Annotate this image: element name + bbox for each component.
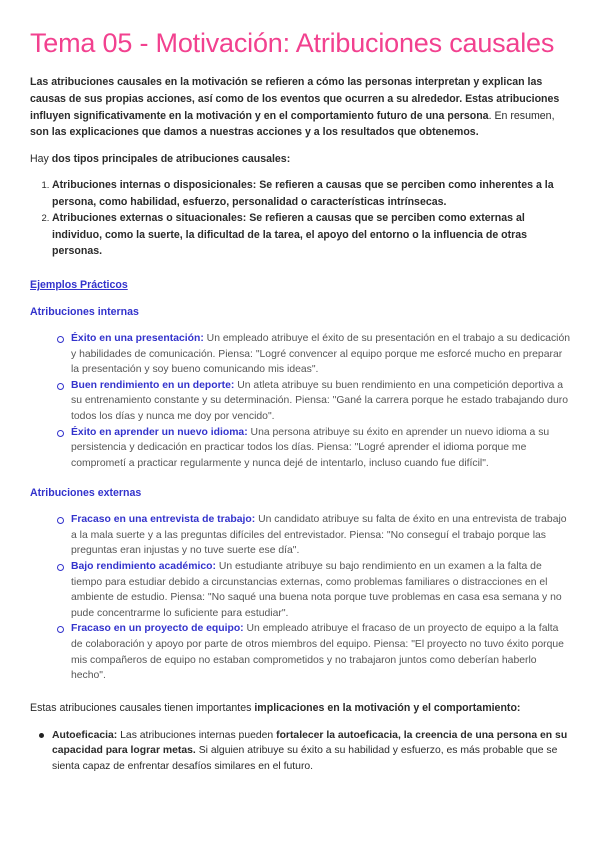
example-title: Fracaso en un proyecto de equipo: <box>71 623 244 635</box>
example-title: Bajo rendimiento académico: <box>71 561 216 573</box>
closing-prefix: Estas atribuciones causales tienen importantes <box>30 701 255 714</box>
types-intro-prefix: Hay <box>30 153 52 166</box>
list-item: 1. Atribuciones internas o disposicionales: Se refieren a causas que se perciben como inherentes a la persona, como habilidad, esfuerzo, personalidad o características intrínsecas. <box>52 177 570 210</box>
types-intro <box>30 151 570 168</box>
implication-text-end: Si alguien atribuye su éxito a su habilidad y esfuerzo, es más probable que se sienta capaz de enfrentar desafíos similares en el futuro. <box>52 745 558 773</box>
page-title: Tema 05 - Motivación: Atribuciones causales <box>30 28 555 58</box>
list-item <box>71 425 570 472</box>
example-text: Un empleado atribuye el fracaso de un proyecto de equipo a la falta de colaboración y apoyo por parte de otros miembros del equipo. Piensa: "El proyecto no tuvo éxito porque mis compañeros de equipo no estaban comprometidos y no trabajaron juntos como deberían haberlo hecho". <box>71 623 564 682</box>
list-item <box>52 728 570 775</box>
example-text: Un estudiante atribuye su bajo rendimiento en un examen a la falta de tiempo para estudiar debido a circunstancias externas, como problemas familiares o distracciones en el ambiente de estudio. Piensa: "No saqué una buena nota porque tuve problemas en casa esa semana y no pude concentrarme lo suficiente para estudiar". <box>71 561 562 619</box>
implication-title: Autoeficacia: <box>52 729 118 741</box>
circle-bullet-icon <box>57 336 64 343</box>
intro-paragraph <box>30 74 570 141</box>
intro-bold: Las atribuciones causales en la motivación se refieren a cómo las personas interpretan y explican las causas de sus propias acciones, así como de los eventos que ocurren a su alrededor. Estas atribuciones influyen significativamente en la motivación y en el comportamiento futuro de una persona <box>30 76 560 122</box>
disc-bullet-icon <box>39 733 44 738</box>
circle-bullet-icon <box>57 626 64 633</box>
internal-examples-list <box>30 331 570 471</box>
external-examples-list <box>30 512 570 684</box>
circle-bullet-icon <box>57 517 64 524</box>
external-heading: Atribuciones externas <box>30 487 142 500</box>
example-text: Un empleado atribuye el éxito de su presentación en el trabajo a su dedicación y habilidades de comunicación. Piensa: "Logré convencer al equipo porque me esforcé mucho en preparar la presentación y soy bueno comunicando mis ideas". <box>71 332 571 376</box>
list-item <box>71 378 570 425</box>
example-title: Fracaso en una entrevista de trabajo: <box>71 514 256 526</box>
list-item <box>71 621 570 683</box>
types-list <box>30 177 570 260</box>
example-title: Éxito en aprender un nuevo idioma: <box>71 426 248 438</box>
example-text: Una persona atribuye su éxito en aprender un nuevo idioma a su persistencia y dedicación en practicar todos los días. Piensa: "Logré aprender el idioma porque me comprometí a practicar regularmente y nunca dejé de intentarlo, incluso cuando fue difícil". <box>71 426 550 469</box>
intro-bold-end: son las explicaciones que damos a nuestras acciones y a los resultados que obtenemos. <box>30 126 479 139</box>
circle-bullet-icon <box>57 564 64 571</box>
implications-list <box>30 728 570 775</box>
intro-normal: . En resumen, <box>488 109 555 122</box>
examples-heading-link[interactable]: Ejemplos Prácticos <box>30 278 128 291</box>
closing-paragraph <box>30 700 570 717</box>
example-title: Éxito en una presentación: <box>71 332 204 344</box>
example-title: Buen rendimiento en un deporte: <box>71 379 235 391</box>
implication-text: Las atribuciones internas pueden <box>117 729 277 741</box>
circle-bullet-icon <box>57 383 64 390</box>
implication-bold: fortalecer la autoeficacia, la creencia de una persona en su capacidad para lograr metas. <box>52 729 568 757</box>
list-item <box>71 331 570 378</box>
list-item <box>71 559 570 621</box>
list-item: 2. Atribuciones externas o situacionales: Se refieren a causas que se perciben como externas al individuo, como la suerte, la dificultad de la tarea, el apoyo del entorno o la influencia de otras personas. <box>52 210 570 260</box>
circle-bullet-icon <box>57 430 64 437</box>
example-text: Un candidato atribuye su falta de éxito en una entrevista de trabajo a la mala suerte y a las preguntas difíciles del entrevistador. Piensa: "No conseguí el trabajo porque las preguntas eran injustas y no tuve suerte ese día". <box>71 514 567 557</box>
closing-bold: implicaciones en la motivación y el comportamiento: <box>254 701 521 714</box>
internal-heading: Atribuciones internas <box>30 305 139 318</box>
types-intro-bold: dos tipos principales de atribuciones causales: <box>51 153 291 166</box>
list-item <box>71 512 570 559</box>
example-text: Un atleta atribuye su buen rendimiento en una competición deportiva a su entrenamiento constante y su determinación. Piensa: "Gané la carrera porque he estado trabajando duro todos los días y nunca me doy por vencido". <box>71 379 568 422</box>
